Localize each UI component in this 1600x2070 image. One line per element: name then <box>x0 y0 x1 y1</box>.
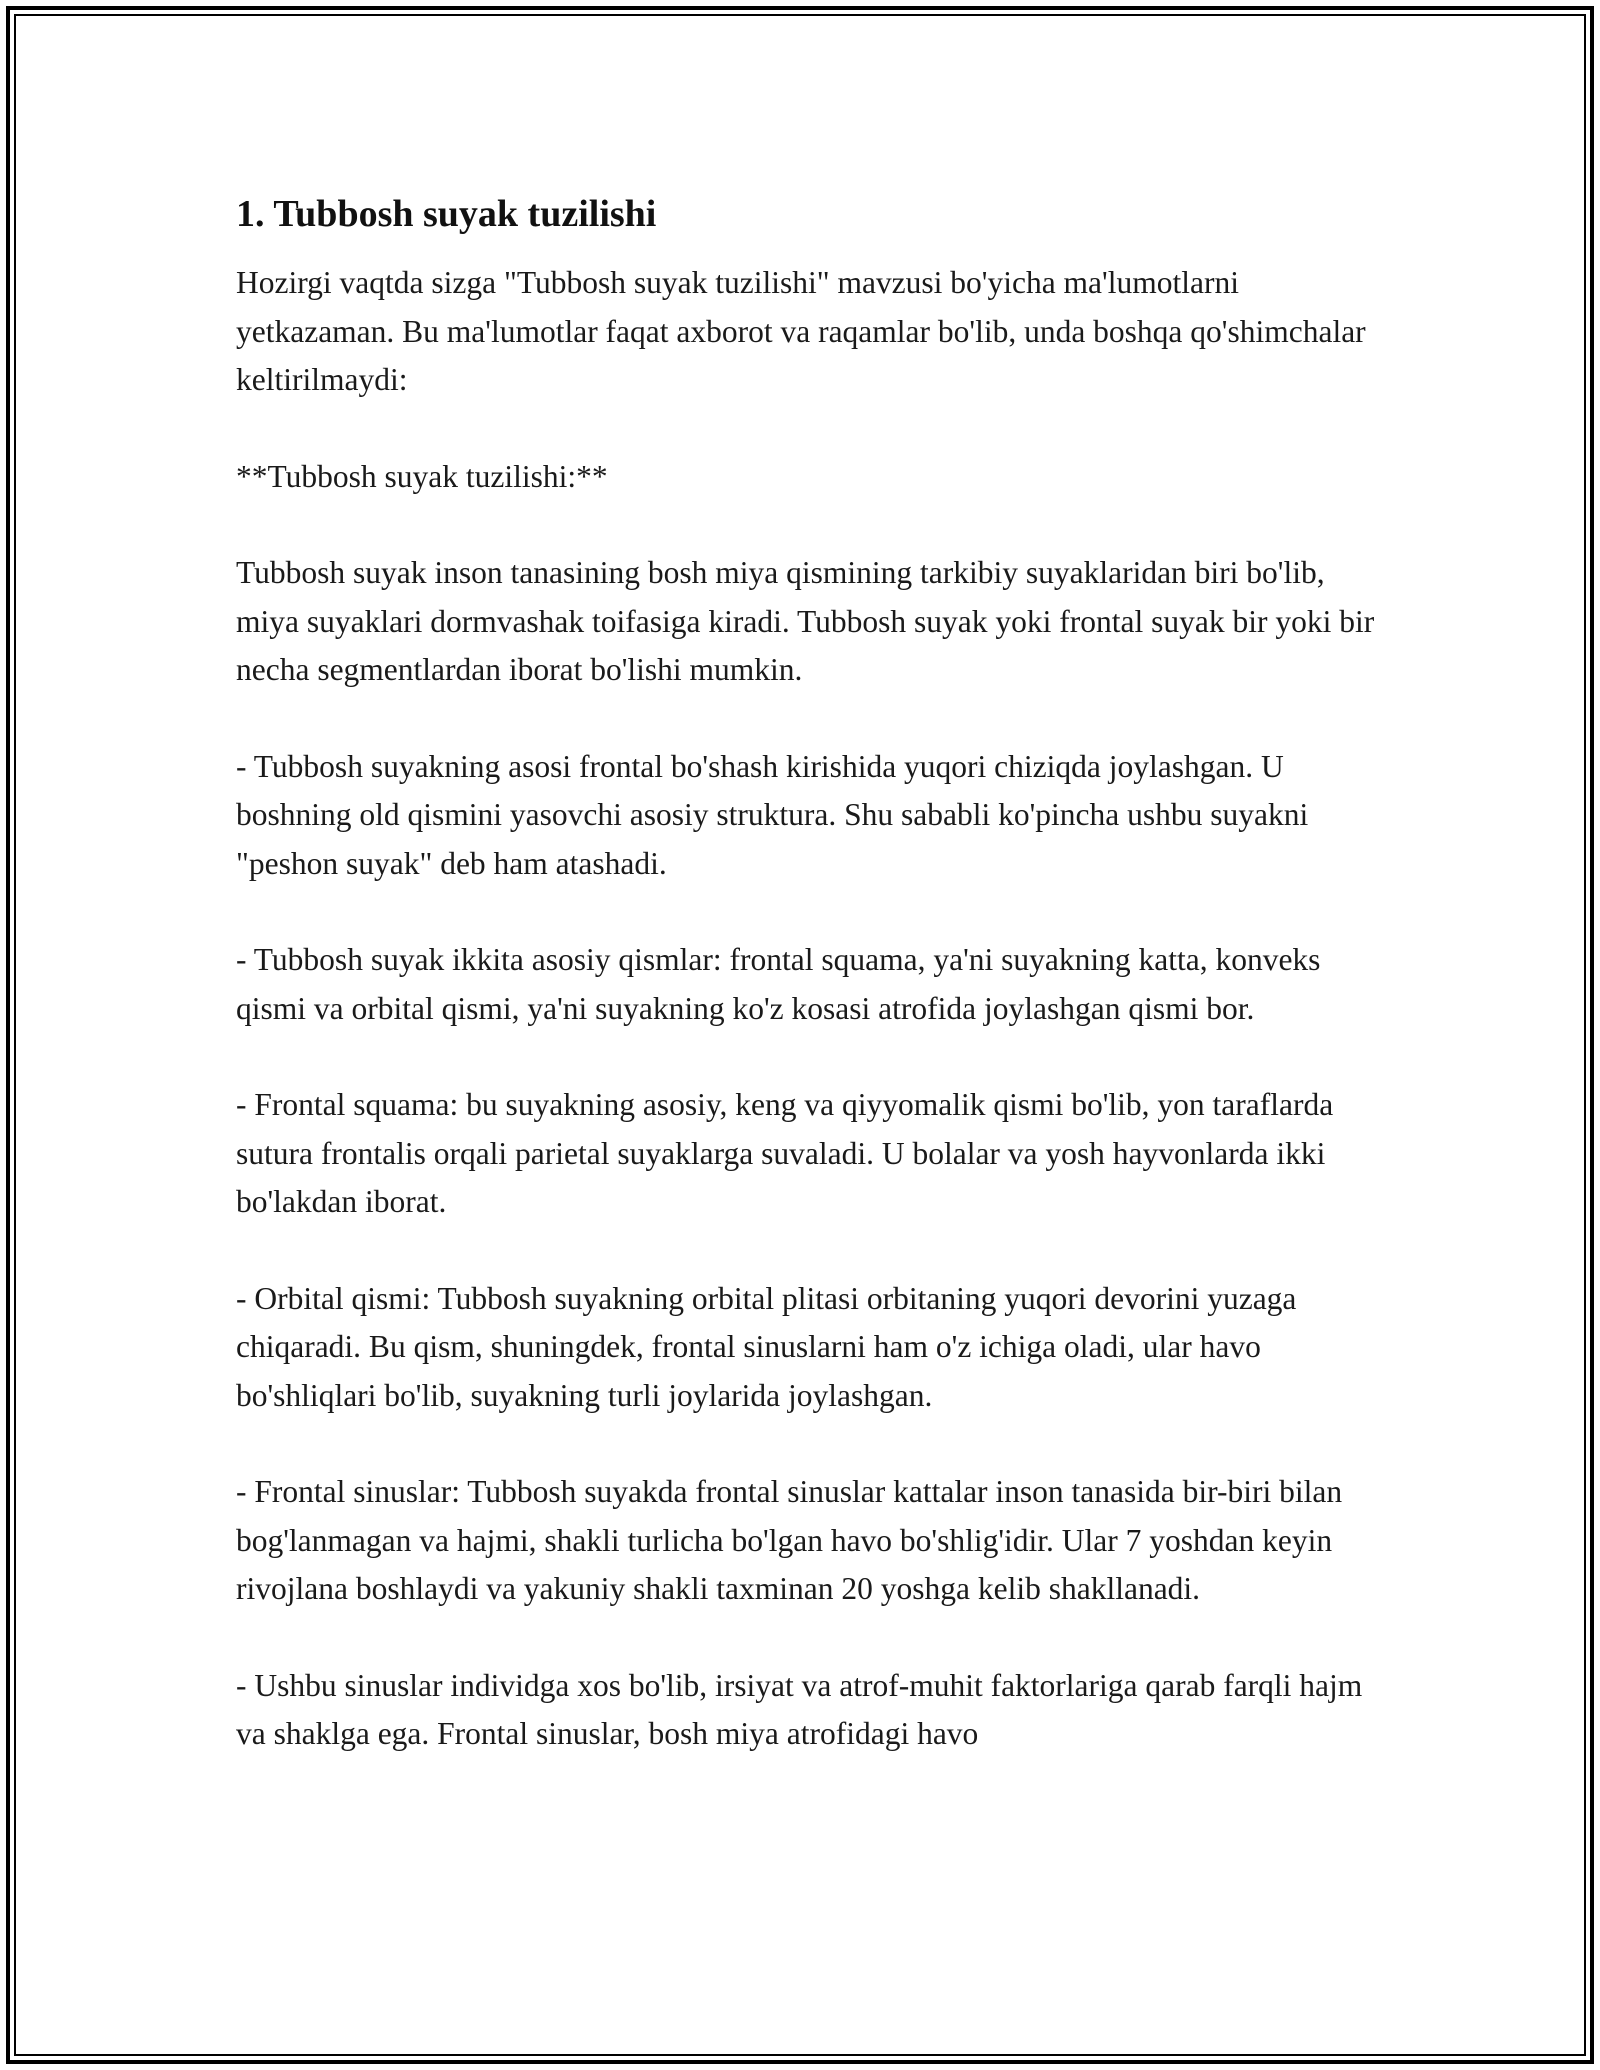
bullet-paragraph-sinuses: - Frontal sinuslar: Tubbosh suyakda frontal sinuslar kattalar inson tanasida bir-biri bilan bog'lanmagan va hajmi, shakli turlicha bo'lgan havo bo'shlig'idir. Ular 7 yoshdan keyin rivojlana boshlaydi va yakuniy shakli taxminan 20 yoshga kelib shakllanadi. <box>236 1474 1343 1606</box>
bullet-paragraph-parts: - Tubbosh suyak ikkita asosiy qismlar: frontal squama, ya'ni suyakning katta, konveks qismi va orbital qismi, ya'ni suyakning ko'z kosasi atrofida joylashgan qismi bor. <box>236 942 1321 1026</box>
subheading-paragraph: **Tubbosh suyak tuzilishi:** <box>236 458 608 494</box>
definition-paragraph: Tubbosh suyak inson tanasining bosh miya qismining tarkibiy suyaklaridan biri bo'lib, miya suyaklari dormvashak toifasiga kiradi. Tubbosh suyak yoki frontal suyak bir yoki bir necha segmentlardan iborat bo'lishi mumkin. <box>236 555 1375 687</box>
intro-paragraph: Hozirgi vaqtda sizga "Tubbosh suyak tuzilishi" mavzusi bo'yicha ma'lumotlarni yetkazaman. Bu ma'lumotlar faqat axborot va raqamlar bo'lib, unda boshqa qo'shimchalar keltirilmaydi: <box>236 265 1366 397</box>
bullet-paragraph-orbital: - Orbital qismi: Tubbosh suyakning orbital plitasi orbitaning yuqori devorini yuzaga chiqaradi. Bu qism, shuningdek, frontal sinuslarni ham o'z ichiga oladi, ular havo bo'shliqlari bo'lib, suyakning turli joylarida joylashgan. <box>236 1280 1297 1413</box>
section-heading: 1. Tubbosh suyak tuzilishi <box>236 193 657 235</box>
bullet-paragraph-squama: - Frontal squama: bu suyakning asosiy, keng va qiyyomalik qismi bo'lib, yon taraflarda sutura frontalis orqali parietal suyaklarga suvaladi. U bolalar va yosh hayvonlarda ikki bo'lakdan iborat. <box>236 1087 1334 1219</box>
document-body <box>236 186 1376 1759</box>
bullet-paragraph-base: - Tubbosh suyakning asosi frontal bo'shash kirishida yuqori chiziqda joylashgan. U boshning old qismini yasovchi asosiy struktura. Shu sababli ko'pincha ushbu suyakni "peshon suyak" deb ham atashadi. <box>236 748 1309 881</box>
bullet-paragraph-individual: - Ushbu sinuslar individga xos bo'lib, irsiyat va atrof-muhit faktorlariga qarab farqli hajm va shaklga ega. Frontal sinuslar, bosh miya atrofidagi havo <box>236 1667 1363 1751</box>
